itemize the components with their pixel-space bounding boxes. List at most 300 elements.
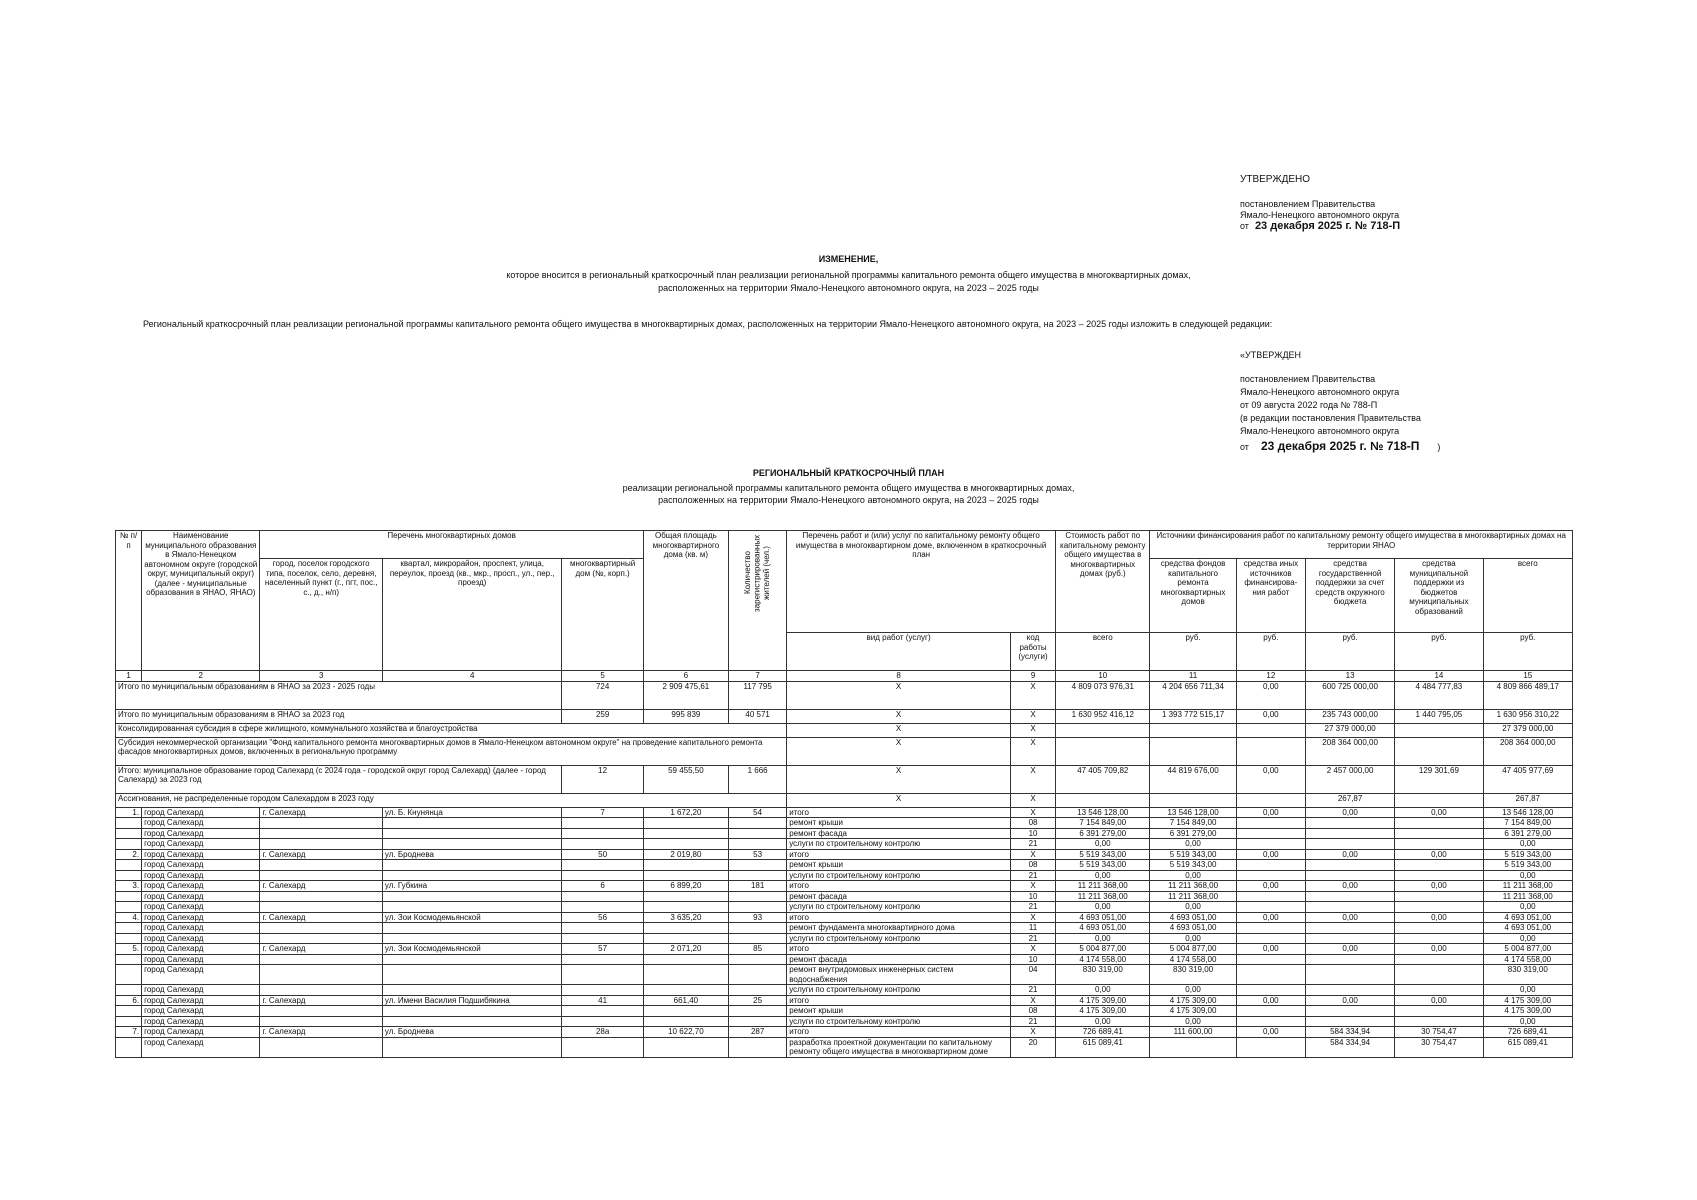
row-city: г. Салехард [260,849,382,860]
row-muni [1395,891,1483,902]
row-state: 0,00 [1305,912,1394,923]
row-other: 0,00 [1236,995,1305,1006]
summary-fund [1150,723,1236,737]
row-people [729,902,787,913]
row-other: 0,00 [1236,881,1305,892]
row-city [260,1037,382,1057]
row-fund: 4 693 051,00 [1150,912,1236,923]
row-state: 584 334,94 [1305,1037,1394,1057]
header-muni: средства муниципальной поддержки из бюджетов муниципальных образований [1395,559,1483,633]
row-total: 0,00 [1483,933,1572,944]
plan-subtitle-1: реализации региональной программы капитального ремонта общего имущества в многоквартирных домах, [622,483,1075,493]
row-city: г. Салехард [260,1027,382,1038]
row-people [729,818,787,829]
row-muni [1395,965,1483,985]
row-number [116,839,142,850]
row-municipality: город Салехард [142,818,260,829]
row-street: ул. Б. Кнунянца [382,807,562,818]
row-cost: 4 693 051,00 [1056,912,1150,923]
summary-label: Итого: муниципальное образование город Салехард (с 2024 года - городской округ город Салехард) (далее - город Салехард) за 2023 год [116,765,562,793]
header-unit-12: руб. [1236,633,1305,671]
summary-people: 117 795 [729,681,787,709]
row-muni [1395,985,1483,996]
summary-code: Х [1010,765,1055,793]
summary-people: 40 571 [729,709,787,723]
row-cost: 0,00 [1056,1016,1150,1027]
summary-work: Х [787,765,1011,793]
row-house [562,891,643,902]
row-muni [1395,860,1483,871]
row-fund: 4 693 051,00 [1150,923,1236,934]
row-people [729,923,787,934]
row-total: 5 519 343,00 [1483,860,1572,871]
header-street: квартал, микрорайон, проспект, улица, переулок, проезд (кв., мкр., просп., ул., пер., проезд) [382,559,562,671]
row-fund [1150,1037,1236,1057]
row-municipality: город Салехард [142,860,260,871]
row-work-code: Х [1010,944,1055,955]
summary-label: Субсидия некоммерческой организации "Фонд капитального ремонта многоквартирных домов в Ямало-Ненецком автономном округе" на проведение капитального ремонта фасадов многоквартирных домов, включенных в региональную программу [116,737,787,765]
summary-cost: 1 630 952 416,12 [1056,709,1150,723]
row-work-type: ремонт крыши [787,818,1011,829]
row-street [382,954,562,965]
row-fund: 111 600,00 [1150,1027,1236,1038]
table-row [116,954,1573,965]
row-fund: 7 154 849,00 [1150,818,1236,829]
table-row [116,849,1573,860]
row-muni: 0,00 [1395,807,1483,818]
row-work-code: 04 [1010,965,1055,985]
row-work-type: ремонт внутридомовых инженерных систем водоснабжения [787,965,1011,985]
row-work-type: услуги по строительному контролю [787,985,1011,996]
table-row [116,902,1573,913]
row-total: 11 211 368,00 [1483,891,1572,902]
row-municipality: город Салехард [142,881,260,892]
row-work-type: итого [787,944,1011,955]
row-house: 57 [562,944,643,955]
row-other [1236,870,1305,881]
row-area [643,923,728,934]
row-number [116,923,142,934]
row-other [1236,1037,1305,1057]
row-municipality: город Салехард [142,933,260,944]
row-work-type: ремонт фундамента многоквартирного дома [787,923,1011,934]
row-house [562,985,643,996]
row-work-type: итого [787,881,1011,892]
summary-area: 59 455,50 [643,765,728,793]
row-total: 5 004 877,00 [1483,944,1572,955]
row-total: 615 089,41 [1483,1037,1572,1057]
row-work-type: ремонт крыши [787,1006,1011,1017]
row-state [1305,891,1394,902]
row-fund: 0,00 [1150,839,1236,850]
summary-fund: 4 204 656 711,34 [1150,681,1236,709]
row-cost: 6 391 279,00 [1056,828,1150,839]
summary-cost [1056,737,1150,765]
row-area [643,1016,728,1027]
summary-code: Х [1010,709,1055,723]
row-fund: 4 175 309,00 [1150,1006,1236,1017]
row-area [643,828,728,839]
row-people [729,891,787,902]
header-list: Перечень многоквартирных домов [260,531,643,559]
row-muni: 0,00 [1395,849,1483,860]
row-work-type: ремонт крыши [787,860,1011,871]
row-street: ул. Зои Космодемьянской [382,912,562,923]
row-other [1236,1006,1305,1017]
row-state: 584 334,94 [1305,1027,1394,1038]
summary-work: Х [787,737,1011,765]
column-number: 5 [562,671,643,682]
approval2-from: от [1240,442,1249,452]
summary-label: Итого по муниципальным образованиям в ЯНАО за 2023 год [116,709,562,723]
row-area [643,954,728,965]
summary-code: Х [1010,793,1055,807]
row-people [729,839,787,850]
row-street: ул. Броднева [382,1027,562,1038]
row-house: 50 [562,849,643,860]
row-city [260,860,382,871]
approval-line1: постановлением Правительства [1240,199,1376,209]
row-house: 6 [562,881,643,892]
row-state: 0,00 [1305,807,1394,818]
table-row [116,881,1573,892]
summary-people: 1 666 [729,765,787,793]
row-cost: 13 546 128,00 [1056,807,1150,818]
row-house [562,923,643,934]
row-house [562,933,643,944]
row-fund: 6 391 279,00 [1150,828,1236,839]
row-municipality: город Салехард [142,995,260,1006]
approval2-line4: (в редакции постановления Правительства [1240,413,1421,423]
row-people: 93 [729,912,787,923]
summary-work: Х [787,793,1011,807]
summary-other: 0,00 [1236,765,1305,793]
row-state: 0,00 [1305,944,1394,955]
approval-title: УТВЕРЖДЕНО [1240,174,1311,185]
summary-muni [1395,793,1483,807]
column-number: 13 [1305,671,1394,682]
row-street: ул. Зои Космодемьянской [382,944,562,955]
row-total: 4 175 309,00 [1483,1006,1572,1017]
row-total: 0,00 [1483,870,1572,881]
row-area [643,891,728,902]
row-number [116,1037,142,1057]
doc-intro: Региональный краткосрочный план реализации региональной программы капитального ремонта общего имущества в многоквартирных домах, расположенных на территории Ямало-Ненецкого автономного округа, на 2023 – 2025 годы изложить в следующей редакции: [143,319,1273,329]
doc-subtitle-2: расположенных на территории Ямало-Ненецкого автономного округа, на 2023 – 2025 годы [658,283,1039,293]
row-work-code: 11 [1010,923,1055,934]
row-city [260,954,382,965]
summary-house-count: 259 [562,709,643,723]
row-cost: 4 174 558,00 [1056,954,1150,965]
table-row [116,985,1573,996]
summary-other [1236,723,1305,737]
row-other: 0,00 [1236,912,1305,923]
row-work-type: ремонт фасада [787,891,1011,902]
approval2-line3: от 09 августа 2022 года № 788-П [1240,400,1378,410]
row-people [729,828,787,839]
header-house: многоквартирный дом (№, корп.) [562,559,643,671]
row-people [729,1006,787,1017]
table-row [116,912,1573,923]
column-number: 11 [1150,671,1236,682]
row-number: 2. [116,849,142,860]
row-area [643,818,728,829]
row-number [116,965,142,985]
row-total: 0,00 [1483,902,1572,913]
row-city [260,818,382,829]
row-people: 54 [729,807,787,818]
row-work-type: итого [787,1027,1011,1038]
row-city [260,1016,382,1027]
approval-decree: 23 декабря 2025 г. № 718-П [1254,220,1401,232]
row-street [382,923,562,934]
row-city [260,870,382,881]
summary-other [1236,737,1305,765]
summary-house-count: 724 [562,681,643,709]
row-fund: 0,00 [1150,902,1236,913]
row-work-code: Х [1010,912,1055,923]
row-total: 13 546 128,00 [1483,807,1572,818]
row-people: 85 [729,944,787,955]
row-state [1305,965,1394,985]
row-other [1236,891,1305,902]
row-other [1236,818,1305,829]
column-number: 10 [1056,671,1150,682]
summary-muni: 4 484 777,83 [1395,681,1483,709]
row-state [1305,985,1394,996]
row-work-type: ремонт фасада [787,954,1011,965]
row-municipality: город Салехард [142,1037,260,1057]
row-muni [1395,828,1483,839]
row-city: г. Салехард [260,995,382,1006]
row-fund: 13 546 128,00 [1150,807,1236,818]
row-fund: 5 519 343,00 [1150,849,1236,860]
row-number [116,818,142,829]
row-number [116,828,142,839]
row-municipality: город Салехард [142,828,260,839]
row-state: 0,00 [1305,881,1394,892]
row-cost: 726 689,41 [1056,1027,1150,1038]
table-row [116,1006,1573,1017]
header-works: Перечень работ и (или) услуг по капитальному ремонту общего имущества в многоквартирном доме, включенном в краткосрочный план [787,531,1056,633]
row-people: 53 [729,849,787,860]
row-total: 4 174 558,00 [1483,954,1572,965]
row-area: 3 635,20 [643,912,728,923]
summary-muni [1395,737,1483,765]
row-state [1305,818,1394,829]
row-state [1305,839,1394,850]
approval2-decree: 23 декабря 2025 г. № 718-П [1260,439,1420,453]
row-number: 5. [116,944,142,955]
table-row [116,944,1573,955]
row-fund: 5 004 877,00 [1150,944,1236,955]
row-number [116,870,142,881]
column-number: 12 [1236,671,1305,682]
row-street [382,1037,562,1057]
row-state: 0,00 [1305,995,1394,1006]
doc-subtitle-1: которое вносится в региональный краткосрочный план реализации региональной программы капитального ремонта общего имущества в многоквартирных домах, [506,270,1191,280]
summary-state: 267,87 [1305,793,1394,807]
row-muni [1395,1006,1483,1017]
row-work-code: 10 [1010,954,1055,965]
row-fund: 0,00 [1150,1016,1236,1027]
row-house: 7 [562,807,643,818]
row-people [729,1037,787,1057]
summary-state: 2 457 000,00 [1305,765,1394,793]
row-number [116,860,142,871]
summary-cost: 47 405 709,82 [1056,765,1150,793]
row-number [116,891,142,902]
header-total: всего [1483,559,1572,633]
column-number: 15 [1483,671,1572,682]
row-municipality: город Салехард [142,944,260,955]
row-muni [1395,870,1483,881]
summary-cost [1056,793,1150,807]
approval-line2: Ямало-Ненецкого автономного округа [1240,210,1400,220]
row-other [1236,828,1305,839]
row-city [260,902,382,913]
row-number: 4. [116,912,142,923]
row-state [1305,933,1394,944]
row-street: ул. Губкина [382,881,562,892]
summary-row [116,723,1573,737]
row-cost: 5 519 343,00 [1056,849,1150,860]
row-people: 287 [729,1027,787,1038]
row-area: 10 622,70 [643,1027,728,1038]
row-street [382,985,562,996]
row-state [1305,870,1394,881]
row-other [1236,965,1305,985]
row-municipality: город Салехард [142,1006,260,1017]
row-fund: 0,00 [1150,933,1236,944]
summary-other: 0,00 [1236,709,1305,723]
row-city [260,965,382,985]
row-state [1305,902,1394,913]
header-state: средства государственной поддержки за счет средств окружного бюджета [1305,559,1394,633]
row-other [1236,923,1305,934]
column-number: 1 [116,671,142,682]
row-city [260,839,382,850]
row-house [562,839,643,850]
row-work-code: 21 [1010,933,1055,944]
table-row [116,1027,1573,1038]
row-fund: 0,00 [1150,985,1236,996]
row-muni: 0,00 [1395,995,1483,1006]
summary-work: Х [787,681,1011,709]
row-work-code: Х [1010,881,1055,892]
approval-from: от [1240,221,1249,231]
row-work-type: услуги по строительному контролю [787,933,1011,944]
row-street [382,965,562,985]
table-row [116,1037,1573,1057]
row-fund: 11 211 368,00 [1150,891,1236,902]
row-city [260,933,382,944]
plan-title: РЕГИОНАЛЬНЫЙ КРАТКОСРОЧНЫЙ ПЛАН [752,468,945,478]
row-street [382,1016,562,1027]
row-people [729,954,787,965]
row-work-code: 21 [1010,839,1055,850]
summary-cost: 4 809 073 976,31 [1056,681,1150,709]
row-muni [1395,1016,1483,1027]
table-row [116,818,1573,829]
summary-row [116,709,1573,723]
summary-fund: 1 393 772 515,17 [1150,709,1236,723]
row-area [643,985,728,996]
row-work-code: Х [1010,995,1055,1006]
approval2-decree-line [1240,441,1500,453]
summary-label: Итого по муниципальным образованиям в ЯНАО за 2023 - 2025 годы [116,681,562,709]
row-number: 3. [116,881,142,892]
row-area: 2 071,20 [643,944,728,955]
summary-row [116,681,1573,709]
row-muni [1395,954,1483,965]
row-muni [1395,839,1483,850]
column-number: 3 [260,671,382,682]
row-total: 6 391 279,00 [1483,828,1572,839]
row-city: г. Салехард [260,807,382,818]
row-total: 11 211 368,00 [1483,881,1572,892]
row-work-code: Х [1010,849,1055,860]
row-cost: 0,00 [1056,933,1150,944]
row-house [562,860,643,871]
row-other: 0,00 [1236,807,1305,818]
row-area: 661,40 [643,995,728,1006]
row-house [562,1006,643,1017]
row-other [1236,985,1305,996]
row-cost: 0,00 [1056,985,1150,996]
summary-area: 2 909 475,61 [643,681,728,709]
row-area: 2 019,80 [643,849,728,860]
summary-state: 600 725 000,00 [1305,681,1394,709]
table-row [116,1016,1573,1027]
row-cost: 5 004 877,00 [1056,944,1150,955]
summary-total: 4 809 866 489,17 [1483,681,1572,709]
row-municipality: город Салехард [142,965,260,985]
summary-muni: 129 301,69 [1395,765,1483,793]
row-cost: 615 089,41 [1056,1037,1150,1057]
row-work-code: 20 [1010,1037,1055,1057]
row-total: 4 693 051,00 [1483,912,1572,923]
header-unit-15: руб. [1483,633,1572,671]
row-total: 4 693 051,00 [1483,923,1572,934]
table-row [116,965,1573,985]
row-street [382,891,562,902]
row-work-type: услуги по строительному контролю [787,902,1011,913]
row-fund: 5 519 343,00 [1150,860,1236,871]
row-state [1305,860,1394,871]
row-muni [1395,933,1483,944]
row-state [1305,828,1394,839]
summary-fund: 44 819 676,00 [1150,765,1236,793]
row-street [382,860,562,871]
row-other: 0,00 [1236,1027,1305,1038]
row-cost: 0,00 [1056,870,1150,881]
row-total: 5 519 343,00 [1483,849,1572,860]
row-city [260,1006,382,1017]
row-cost: 5 519 343,00 [1056,860,1150,871]
row-other [1236,839,1305,850]
row-people [729,965,787,985]
summary-other [1236,793,1305,807]
row-number: 6. [116,995,142,1006]
row-house [562,828,643,839]
summary-total: 267,87 [1483,793,1572,807]
column-number: 14 [1395,671,1483,682]
row-municipality: город Салехард [142,954,260,965]
row-municipality: город Салехард [142,985,260,996]
row-people: 25 [729,995,787,1006]
row-house [562,1037,643,1057]
